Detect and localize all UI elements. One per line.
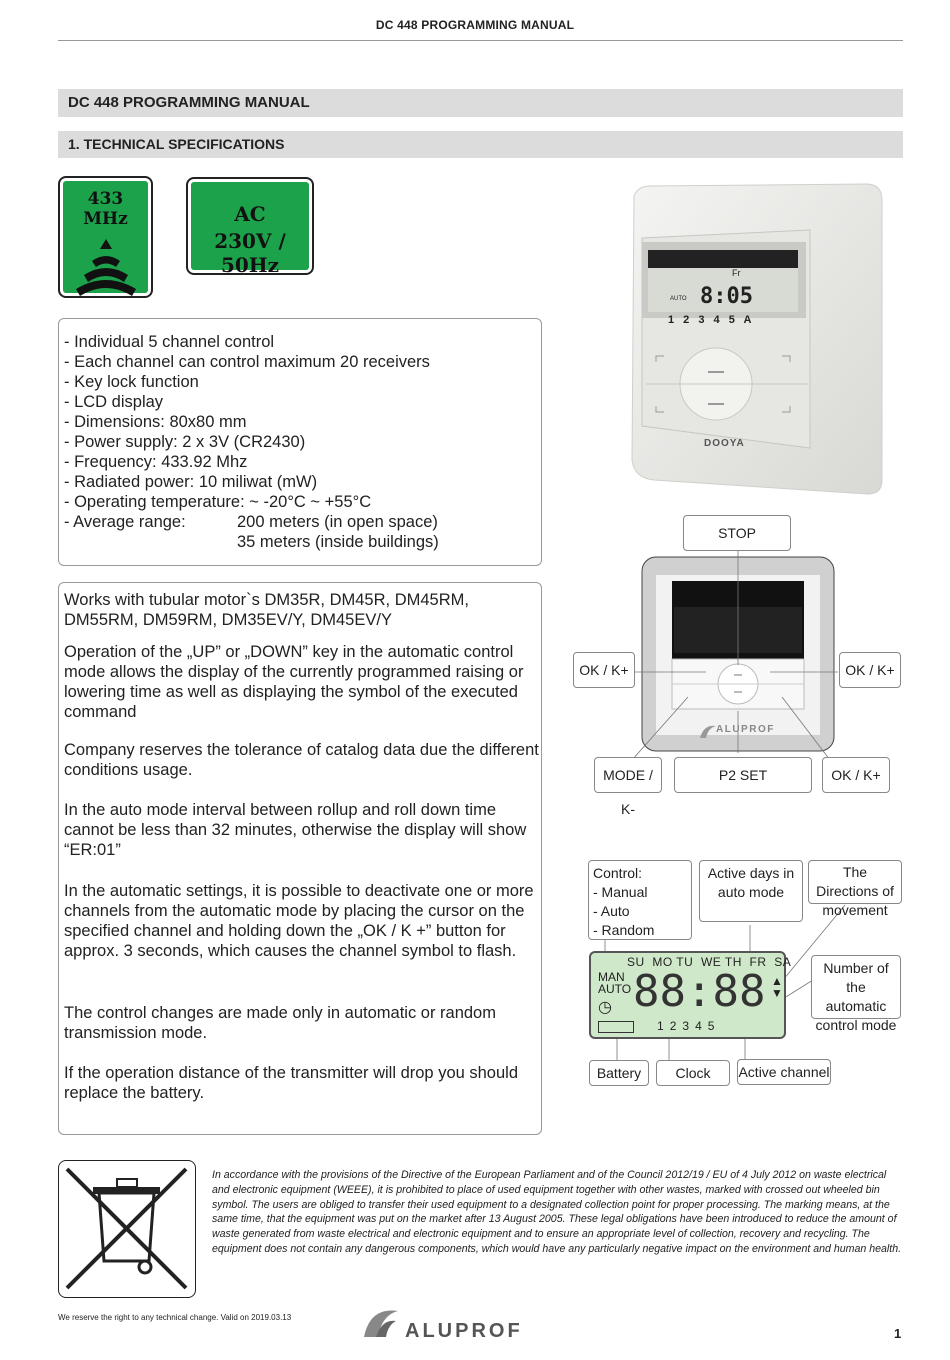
aluprof-logo-small-icon (698, 720, 718, 740)
mode-k-minus-label: MODE / K- (594, 757, 662, 793)
clock-icon: ◷ (598, 999, 612, 1016)
direction-arrows-icon: ▲ ▼ (771, 974, 783, 1000)
ok-k-plus-right-label: OK / K+ (839, 652, 901, 688)
footer-note: We reserve the right to any technical change. Valid on 2019.03.13 (58, 1313, 292, 1322)
active-days-label: Active days in auto mode (699, 860, 803, 922)
info-paragraph: The control changes are made only in automatic or random transmission mode. (64, 1004, 496, 1042)
weee-symbol (58, 1160, 196, 1298)
device-photo (614, 180, 886, 498)
clock-label: Clock (656, 1060, 730, 1086)
crossed-bin-icon (59, 1161, 194, 1296)
p2-set-label: P2 SET (674, 757, 812, 793)
spec-item: - Key lock function (64, 373, 199, 391)
header-divider (58, 40, 903, 41)
photo-keypad (642, 342, 812, 432)
lcd-channel: 5 (707, 1019, 721, 1033)
directions-label: The Directions of movement (808, 860, 902, 904)
page-number: 1 (894, 1326, 902, 1341)
ok-k-plus-left-label: OK / K+ (573, 652, 635, 688)
info-paragraph: In the auto mode interval between rollup and roll down time cannot be less than 32 minutes, otherwise the display will show “ER:01” (64, 801, 527, 859)
ok-k-plus-bottom-label: OK / K+ (822, 757, 890, 793)
lcd-auto: AUTO (598, 982, 632, 996)
control-title: Control: (593, 865, 643, 881)
control-item: - Random (593, 922, 655, 938)
spec-item: - Radiated power: 10 miliwat (mW) (64, 473, 318, 491)
battery-label: Battery (589, 1060, 649, 1086)
power-label-line2: 230V / 50Hz (214, 229, 286, 277)
signal-waves-icon (66, 231, 146, 301)
number-auto-label: Number of the automatic control mode (811, 955, 901, 1019)
photo-day: Fr (732, 268, 741, 278)
range-label: - Average range: (64, 513, 186, 531)
aluprof-logo-icon (362, 1303, 402, 1339)
active-channel-label: Active channel (737, 1059, 831, 1085)
info-paragraph: Operation of the „UP” or „DOWN” key in the automatic control mode allows the display of the currently programmed raising or lowering time as well as displaying the symbol of the executed command (64, 643, 524, 721)
lcd-channel: 4 (695, 1019, 708, 1033)
lcd-days: SU MO TU WE TH FR SA (627, 955, 792, 969)
spec-item: - Individual 5 channel control (64, 333, 275, 351)
battery-icon (598, 1021, 634, 1033)
lcd-channels (657, 1019, 720, 1033)
control-item: - Manual (593, 884, 648, 900)
footer-brand: ALUPROF (405, 1320, 523, 1342)
spec-item: - Operating temperature: ~ -20°C ~ +55°C (64, 493, 372, 511)
info-paragraph: Works with tubular motor`s DM35R, DM45R, DM45RM, DM55RM, DM59RM, DM35EV/Y, DM45EV/Y (64, 591, 469, 629)
spec-item: - Frequency: 433.92 Mhz (64, 453, 248, 471)
running-header: DC 448 PROGRAMMING MANUAL (375, 18, 575, 32)
spec-item: - Power supply: 2 x 3V (CR2430) (64, 433, 306, 451)
info-paragraph: If the operation distance of the transmitter will drop you should replace the battery. (64, 1064, 518, 1102)
diagram-brand: ALUPROF (716, 724, 775, 735)
lcd-channel: 3 (682, 1019, 696, 1033)
control-label-box (588, 860, 692, 940)
spec-item: - LCD display (64, 393, 164, 411)
spec-item: - Each channel can control maximum 20 receivers (64, 353, 430, 371)
lcd-screen (589, 951, 792, 1039)
photo-mode: AUTO (670, 296, 687, 302)
stop-label: STOP (683, 515, 791, 551)
main-title-bar: DC 448 PROGRAMMING MANUAL (58, 89, 903, 117)
info-paragraph: Company reserves the tolerance of catalog data due the different conditions usage. (64, 741, 539, 779)
power-badge (186, 177, 314, 275)
control-item: - Auto (593, 903, 630, 919)
range-value-inside: 35 meters (inside buildings) (237, 533, 439, 551)
frequency-badge (58, 176, 153, 298)
photo-channels: 1 2 3 4 5 A (668, 314, 755, 326)
frequency-label: 433 MHz (83, 189, 128, 229)
lcd-channel: 2 (669, 1019, 683, 1033)
lcd-digits: 88:88 (633, 966, 766, 1017)
photo-time: 8:05 (700, 284, 753, 309)
weee-notice: In accordance with the provisions of the Directive of the European Parliament and of the Council 2012/19 / EU of 4 July 2012 on waste electrical and electronic equipment (WEEE), it is prohibited to place of used equipment together with other wastes, marked with crossed out wheeled bin symbol. The users are obliged to transfer their used equipment to a designated collection point for proper processing. The marking means, at the same time, that the equipment was put on the market after 13 August 2005. These legal obligations have been introduced to reduce the amount of waste generated from waste electrical and electronic equipment and to ensure an appropriate level of collection, recovery and recycling. The equipment does not contain any dangerous components, which would have any particularly negative impact on the environment and human health. (212, 1169, 902, 1255)
range-value-open: 200 meters (in open space) (237, 513, 438, 531)
lcd-man: MAN (598, 970, 625, 984)
power-label-line1: AC (234, 202, 266, 226)
info-paragraph: In the automatic settings, it is possible to deactivate one or more channels from the automatic mode by placing the cursor on the specified channel and holding down the „OK / K +” button for approx. 3 seconds, which causes the channel symbol to flash. (64, 882, 534, 960)
tech-spec-title-bar: 1. TECHNICAL SPECIFICATIONS (58, 131, 903, 158)
photo-brand: DOOYA (704, 438, 745, 449)
spec-item: - Dimensions: 80x80 mm (64, 413, 247, 431)
lcd-channel: 1 (657, 1019, 670, 1033)
